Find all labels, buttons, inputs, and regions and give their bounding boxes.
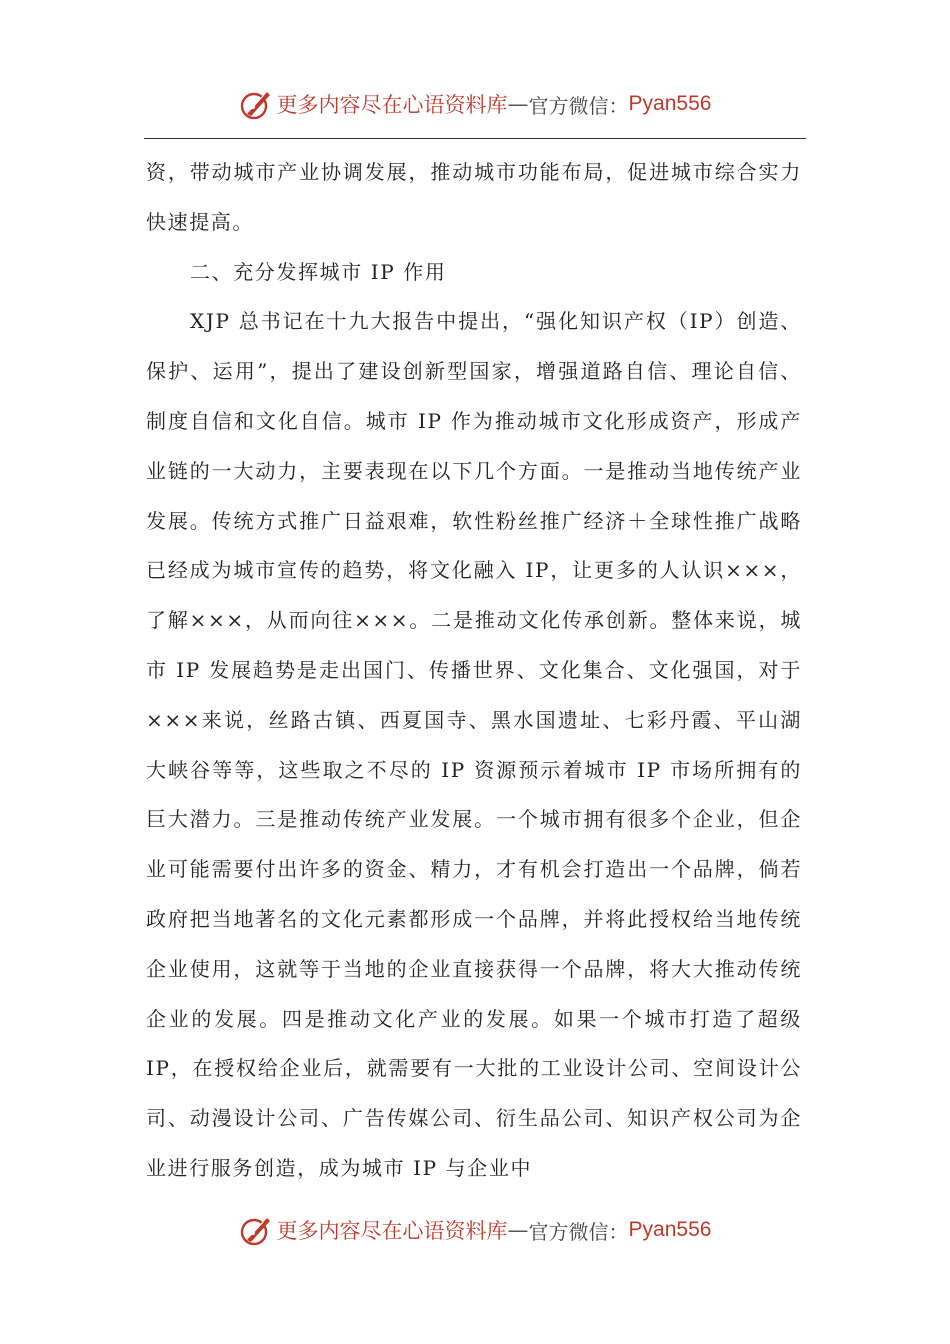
paragraph: XJP 总书记在十九大报告中提出，“强化知识产权（IP）创造、保护、运用”，提出了建设创新型国家，增强道路自信、理论自信、制度自信和文化自信。城市 IP 作为推动城市文化形成资产，形成产业链的一大动力，主要表现在以下几个方面。一是推动当地传统产业发展。传统方式推广日益艰难，软性粉丝推广经济＋全球性推广战略已经成为城市宣传的趋势，将文化融入 IP，让更多的人认识×××，了解×××，从而向往×××。二是推动文化传承创新。整体来说，城市 IP 发展趋势是走出国门、传播世界、文化集合、文化强国，对于×××来说，丝路古镇、西夏国寺、黑水国遗址、七彩丹霞、平山湖大峡谷等等，这些取之不尽的 IP 资源预示着城市 IP 市场所拥有的巨大潜力。三是推动传统产业发展。一个城市拥有很多个企业，但企业可能需要付出许多的资金、精力，才有机会打造出一个品牌，倘若政府把当地著名的文化元素都形成一个品牌，并将此授权给当地传统企业使用，这就等于当地的企业直接获得一个品牌，将大大推动传统企业的发展。四是推动文化产业的发展。如果一个城市打造了超级 IP，在授权给企业后，就需要有一大批的工业设计公司、空间设计公司、动漫设计公司、广告传媒公司、衍生品公司、知识产权公司为企业进行服务创造，成为城市 IP 与企业中 — [146, 309, 802, 1180]
quill-seal-logo-icon — [239, 87, 273, 121]
wechat-id: Pyan556 — [628, 92, 712, 115]
document-body — [146, 148, 802, 1194]
header-divider — [144, 138, 806, 139]
brand-separator: — — [507, 92, 529, 116]
brand-name: 更多内容尽在心语资料库 — [276, 1219, 508, 1243]
paragraph-continued: 资，带动城市产业协调发展，推动城市功能布局，促进城市综合实力快速提高。 — [146, 160, 802, 234]
wechat-label: 官方微信： — [528, 93, 629, 118]
wechat-id: Pyan556 — [628, 1218, 712, 1241]
footer-banner — [0, 1210, 950, 1250]
header-banner — [0, 84, 950, 124]
quill-seal-logo-icon — [239, 1213, 273, 1247]
section-heading: 二、充分发挥城市 IP 作用 — [190, 259, 447, 284]
brand-name: 更多内容尽在心语资料库 — [276, 93, 508, 117]
wechat-label: 官方微信： — [528, 1219, 629, 1244]
brand-separator: — — [507, 1218, 529, 1242]
